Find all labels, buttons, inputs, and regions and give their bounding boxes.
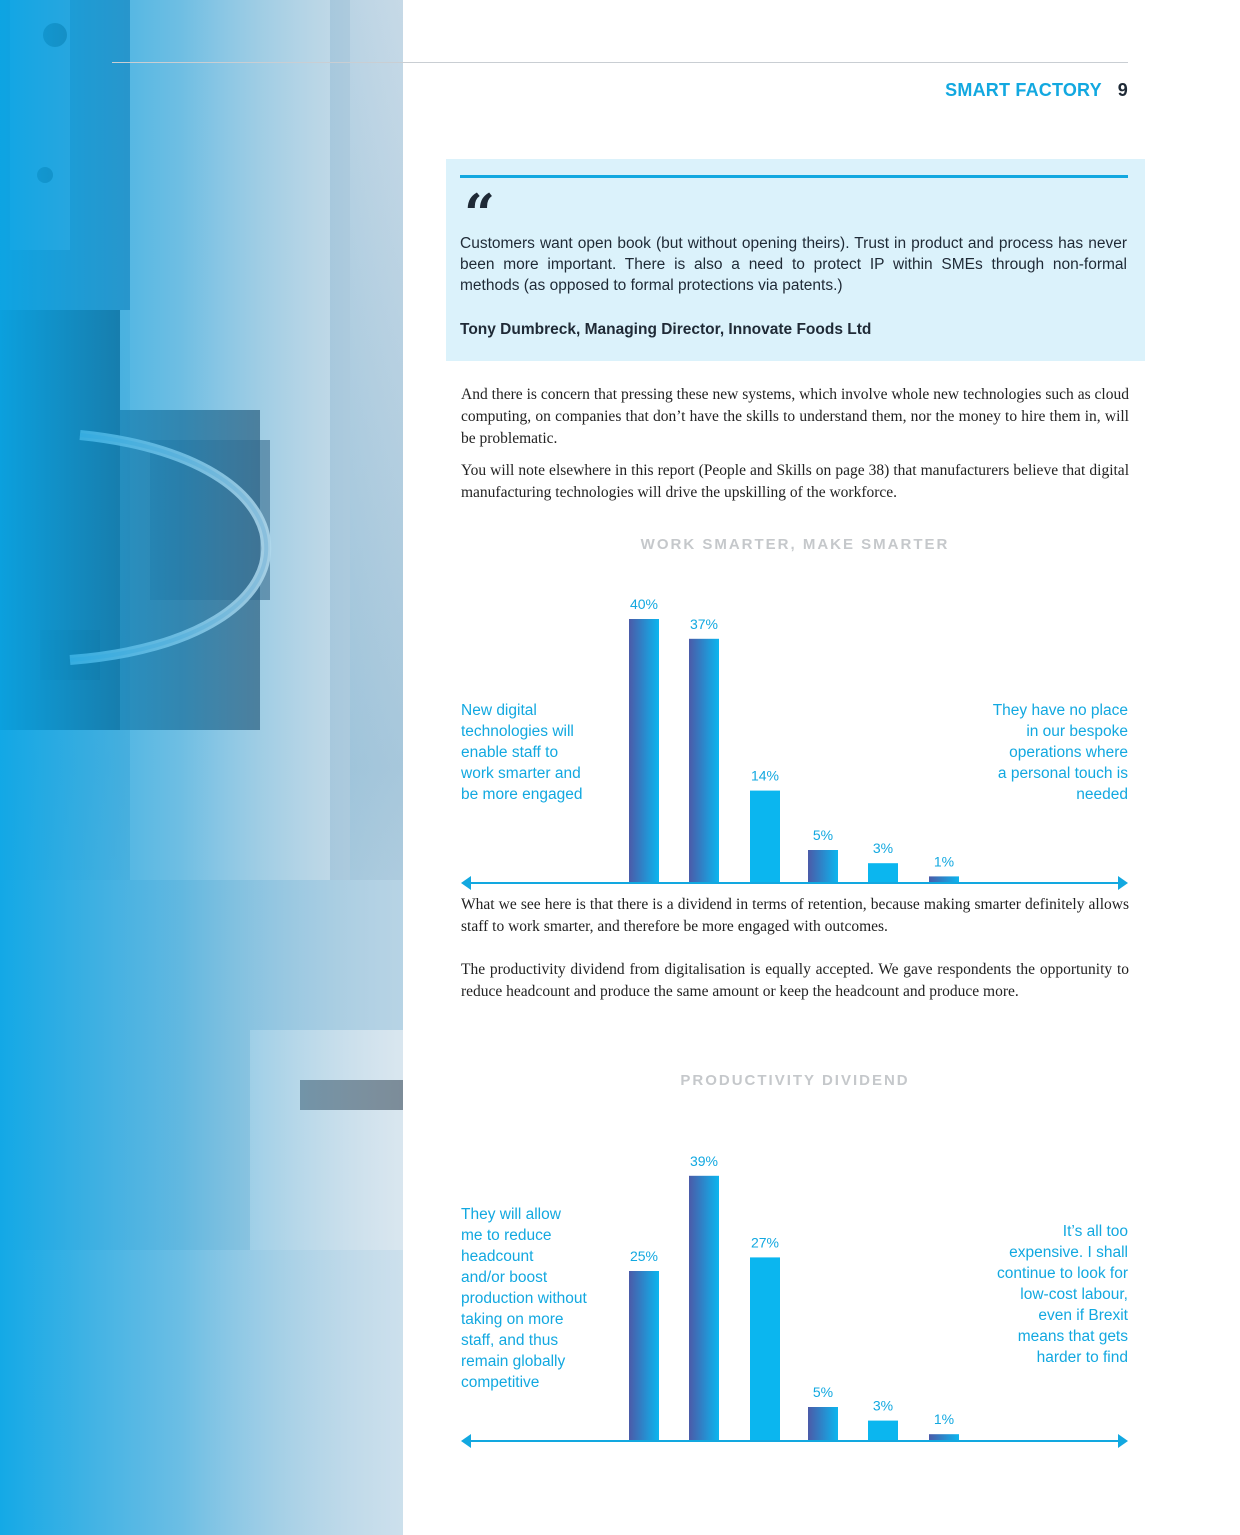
data-label-3: 27% <box>750 1234 780 1251</box>
data-label-5: 3% <box>872 1397 894 1414</box>
data-label-6: 1% <box>933 1411 955 1428</box>
chart-1-left-label: New digital technologies will enable staff to work smarter and be more engaged <box>461 702 583 803</box>
bar-3 <box>750 791 780 883</box>
chart-2-left-label: They will allow me to reduce headcount and/or boost production without taking on more staff, and thus remain globally competitive <box>461 1206 587 1391</box>
data-label-2: 39% <box>689 1152 719 1169</box>
data-label-1: 25% <box>629 1248 659 1264</box>
bar-4 <box>808 850 838 883</box>
bar-2 <box>689 639 719 883</box>
quote-attribution: Tony Dumbreck, Managing Director, Innovate Foods Ltd <box>460 321 872 338</box>
quote-top-rule <box>460 175 1128 178</box>
factory-photo <box>0 0 403 1535</box>
page-number: 9 <box>1117 80 1128 100</box>
bar-4 <box>808 1407 838 1441</box>
chart-1-title: WORK SMARTER, MAKE SMARTER <box>640 536 950 553</box>
running-head <box>945 80 1128 101</box>
pull-quote <box>446 159 1145 361</box>
bar-1 <box>629 619 659 883</box>
bar-5 <box>868 863 898 883</box>
quote-text: Customers want open book (but without opening theirs). Trust in product and process has never been more important. There is also a need to protect IP within SMEs through non-formal methods (as opposed to formal protections via patents.) <box>460 235 1127 294</box>
chart-1-right-label: They have no place in our bespoke operations where a personal touch is needed <box>992 702 1128 803</box>
axis-left-arrow-icon <box>461 876 471 890</box>
bar-1 <box>629 1271 659 1441</box>
data-label-4: 5% <box>812 1384 834 1400</box>
section-title: SMART FACTORY <box>945 80 1102 100</box>
bar-2 <box>689 1176 719 1441</box>
data-label-2: 37% <box>689 615 719 632</box>
axis-left-arrow-icon <box>461 1434 471 1448</box>
bar-6 <box>929 1434 959 1441</box>
paragraph-1: And there is concern that pressing these new systems, which involve whole new technologies such as cloud computing, on companies that don’t have the skills to understand them, nor the money to hire them in, will be problematic. <box>461 386 1129 447</box>
data-label-6: 1% <box>933 853 955 870</box>
data-label-5: 3% <box>872 840 894 857</box>
paragraph-2: You will note elsewhere in this report (People and Skills on page 38) that manufacturers believe that digital manufacturing technologies will drive the upskilling of the workforce. <box>461 462 1129 501</box>
data-label-3: 14% <box>750 767 780 784</box>
bar-5 <box>868 1421 898 1441</box>
chart-2-title: PRODUCTIVITY DIVIDEND <box>680 1072 910 1089</box>
data-label-4: 5% <box>812 827 834 843</box>
header-rule <box>112 62 1128 63</box>
bar-3 <box>750 1257 780 1441</box>
axis-right-arrow-icon <box>1118 876 1128 890</box>
quote-mark-icon: “ <box>464 182 496 246</box>
chart-1-svg <box>455 590 1135 895</box>
chart-2-right-label: It’s all too expensive. I shall continue to look for low-cost labour, even if Brexit means that gets harder to find <box>997 1223 1128 1366</box>
data-label-1: 40% <box>629 596 659 612</box>
paragraph-4: The productivity dividend from digitalisation is equally accepted. We gave respondents the opportunity to reduce headcount and produce the same amount or keep the headcount and produce more. <box>461 961 1129 1000</box>
chart-2-svg <box>455 1150 1135 1455</box>
axis-right-arrow-icon <box>1118 1434 1128 1448</box>
paragraph-3: What we see here is that there is a dividend in terms of retention, because making smarter definitely allows staff to work smarter, and therefore be more engaged with outcomes. <box>461 896 1129 935</box>
